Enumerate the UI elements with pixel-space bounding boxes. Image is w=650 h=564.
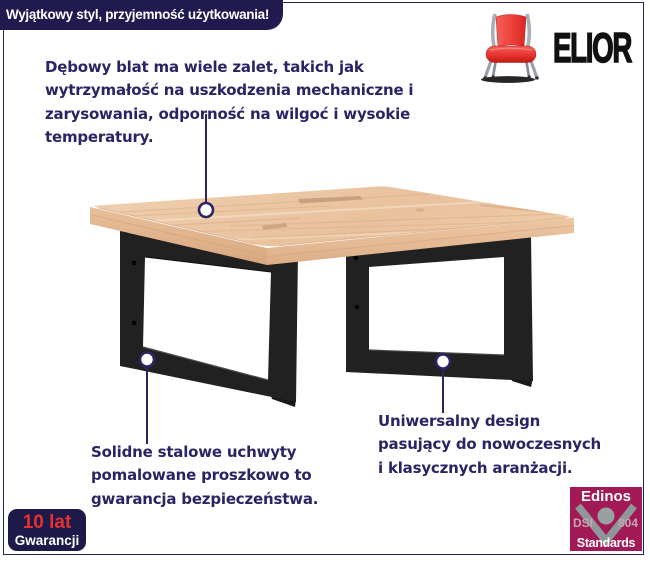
annotation-brackets <box>91 441 318 511</box>
warranty-label: Gwarancji <box>14 533 80 548</box>
annotation-design <box>378 410 601 480</box>
text-line: temperatury. <box>45 128 154 147</box>
text-line: pasujący do nowoczesnych <box>378 435 601 454</box>
mount-hole <box>132 261 137 266</box>
certification-right-text: 804 <box>617 516 638 530</box>
text-line: Solidne stalowe uchwyty <box>91 443 297 461</box>
text-line: Uniwersalny design <box>378 412 541 430</box>
brand-name: ELIOR <box>553 24 632 71</box>
mount-hole <box>354 256 359 261</box>
mount-hole <box>132 321 137 326</box>
text-line: gwarancja bezpieczeństwa. <box>91 489 319 508</box>
text-line: i klasycznych aranżacji. <box>378 458 573 477</box>
certification-left-text: DSI <box>573 516 594 530</box>
callout-marker-bottom-right <box>436 355 450 369</box>
certification-brand: Edinos <box>580 488 631 505</box>
certification-bottom-text: Standards <box>576 536 636 550</box>
text-line: zarysowania, odporność na wilgoć i wysokie <box>45 104 411 123</box>
promo-banner <box>0 0 283 30</box>
mount-hole <box>355 305 360 310</box>
text-line: pomalowane proszkowo to <box>91 466 312 485</box>
text-line: Dębowy blat ma wiele zalet, takich jak <box>45 58 364 76</box>
warranty-badge <box>8 509 86 551</box>
annotation-tabletop <box>45 56 413 150</box>
certification-badge <box>570 487 642 551</box>
warranty-years: 10 lat <box>22 512 72 533</box>
text-line: wytrzymałość na uszkodzenia mechaniczne i <box>45 81 414 100</box>
callout-marker-bottom-left <box>140 353 154 367</box>
promo-banner-text: Wyjątkowy styl, przyjemność użytkowania! <box>6 7 270 22</box>
callout-marker-top <box>199 203 213 217</box>
